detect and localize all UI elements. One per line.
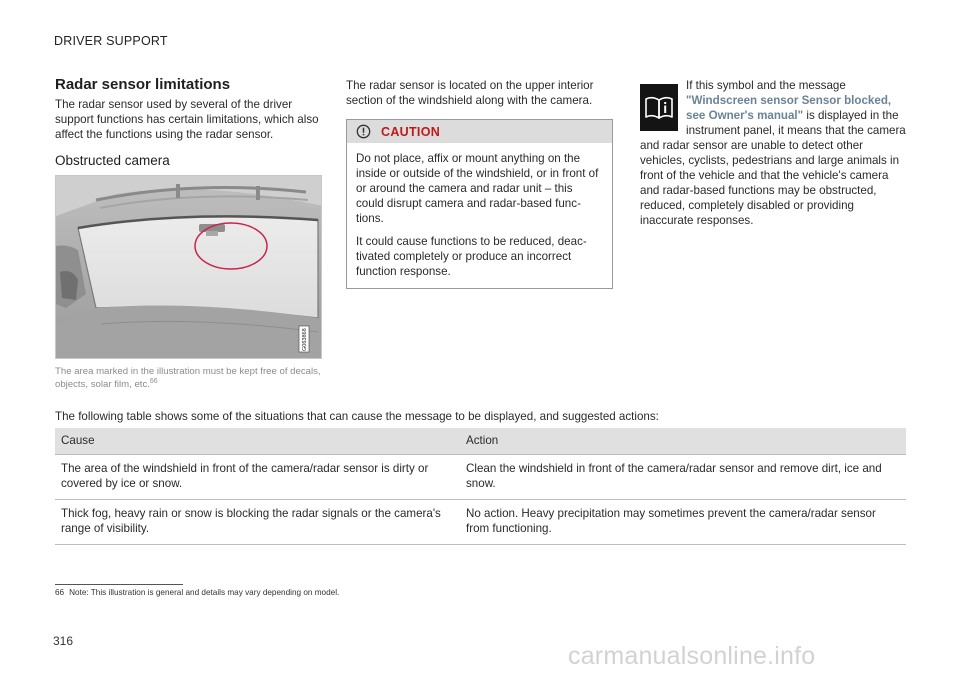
caption-text: The area marked in the illustration must be kept free of decals, objects, solar film, etc. [55,366,321,390]
exclamation-circle-icon [356,124,371,139]
section-header: DRIVER SUPPORT [54,34,168,48]
image-caption [55,365,325,391]
action-cell: Clean the windshield in front of the camera/radar sensor and remove dirt, ice and snow. [460,454,906,499]
column-right [640,78,908,228]
symbol-explanation-text: is displayed in the instrument panel, it means that the camera and radar sensor are unable to detect other vehicles, cyclists, pedestrians and large animals in front of the vehicle and that the vehicle's camera and radar-based functions may be obstructed, reduced, completely disabled or providing inaccurate responses. [640,109,906,227]
footnote-divider [55,584,183,585]
footnote-ref[interactable]: 66 [149,377,158,385]
watermark: carmanualsonline.info [568,642,816,670]
column-header-cause: Cause [55,428,460,454]
footnote-text: Note: This illustration is general and details may vary depending on model. [69,588,340,597]
caution-header [347,120,612,143]
windshield-illustration [55,175,322,359]
caution-paragraph-2: It could cause functions to be reduced, deactivated completely or produce an incorrect function response. [356,235,587,278]
column-header-action: Action [460,428,906,454]
cause-cell: Thick fog, heavy rain or snow is blocking the radar signals or the camera's range of visibility. [55,499,460,544]
cause-cell: The area of the windshield in front of the camera/radar sensor is dirty or covered by ice or snow. [55,454,460,499]
sensor-location-paragraph: The radar sensor is located on the upper interior section of the windshield along with the camera. [346,79,594,107]
cause-action-table [55,428,906,545]
symbol-intro-text: If this symbol and the message [686,79,846,92]
caution-box [346,119,613,289]
footnote-number: 66 [55,588,65,597]
caution-paragraph-1: Do not place, affix or mount anything on the inside or outside of the windshield, or in front of or around the camera and radar unit – this could disrupt camera and radar-based functions. [356,152,599,225]
warning-message: "Windscreen sensor Sensor blocked, see Owner's manual" [686,94,892,122]
image-code: G063868 [302,328,308,351]
action-cell: No action. Heavy precipitation may sometimes prevent the camera/radar sensor from functioning. [460,499,906,544]
column-left [55,76,325,391]
table-row [55,499,906,544]
page-number: 316 [53,634,74,648]
subsection-title: Obstructed camera [55,153,170,168]
table-intro: The following table shows some of the situations that can cause the message to be displayed, and suggested actions: [55,410,659,423]
caution-body [347,143,612,288]
windshield-drawing [56,176,322,359]
footnote [55,588,339,597]
table-header-row [55,428,906,454]
intro-paragraph: The radar sensor used by several of the driver support functions has certain limitations, which also affect the functions using the radar sensor. [55,98,319,141]
open-book-icon [643,94,675,122]
owners-manual-info-icon [640,84,678,131]
section-title: Radar sensor limitations [55,76,231,93]
column-middle [346,78,613,289]
caution-title: CAUTION [381,124,441,139]
table-row [55,454,906,499]
